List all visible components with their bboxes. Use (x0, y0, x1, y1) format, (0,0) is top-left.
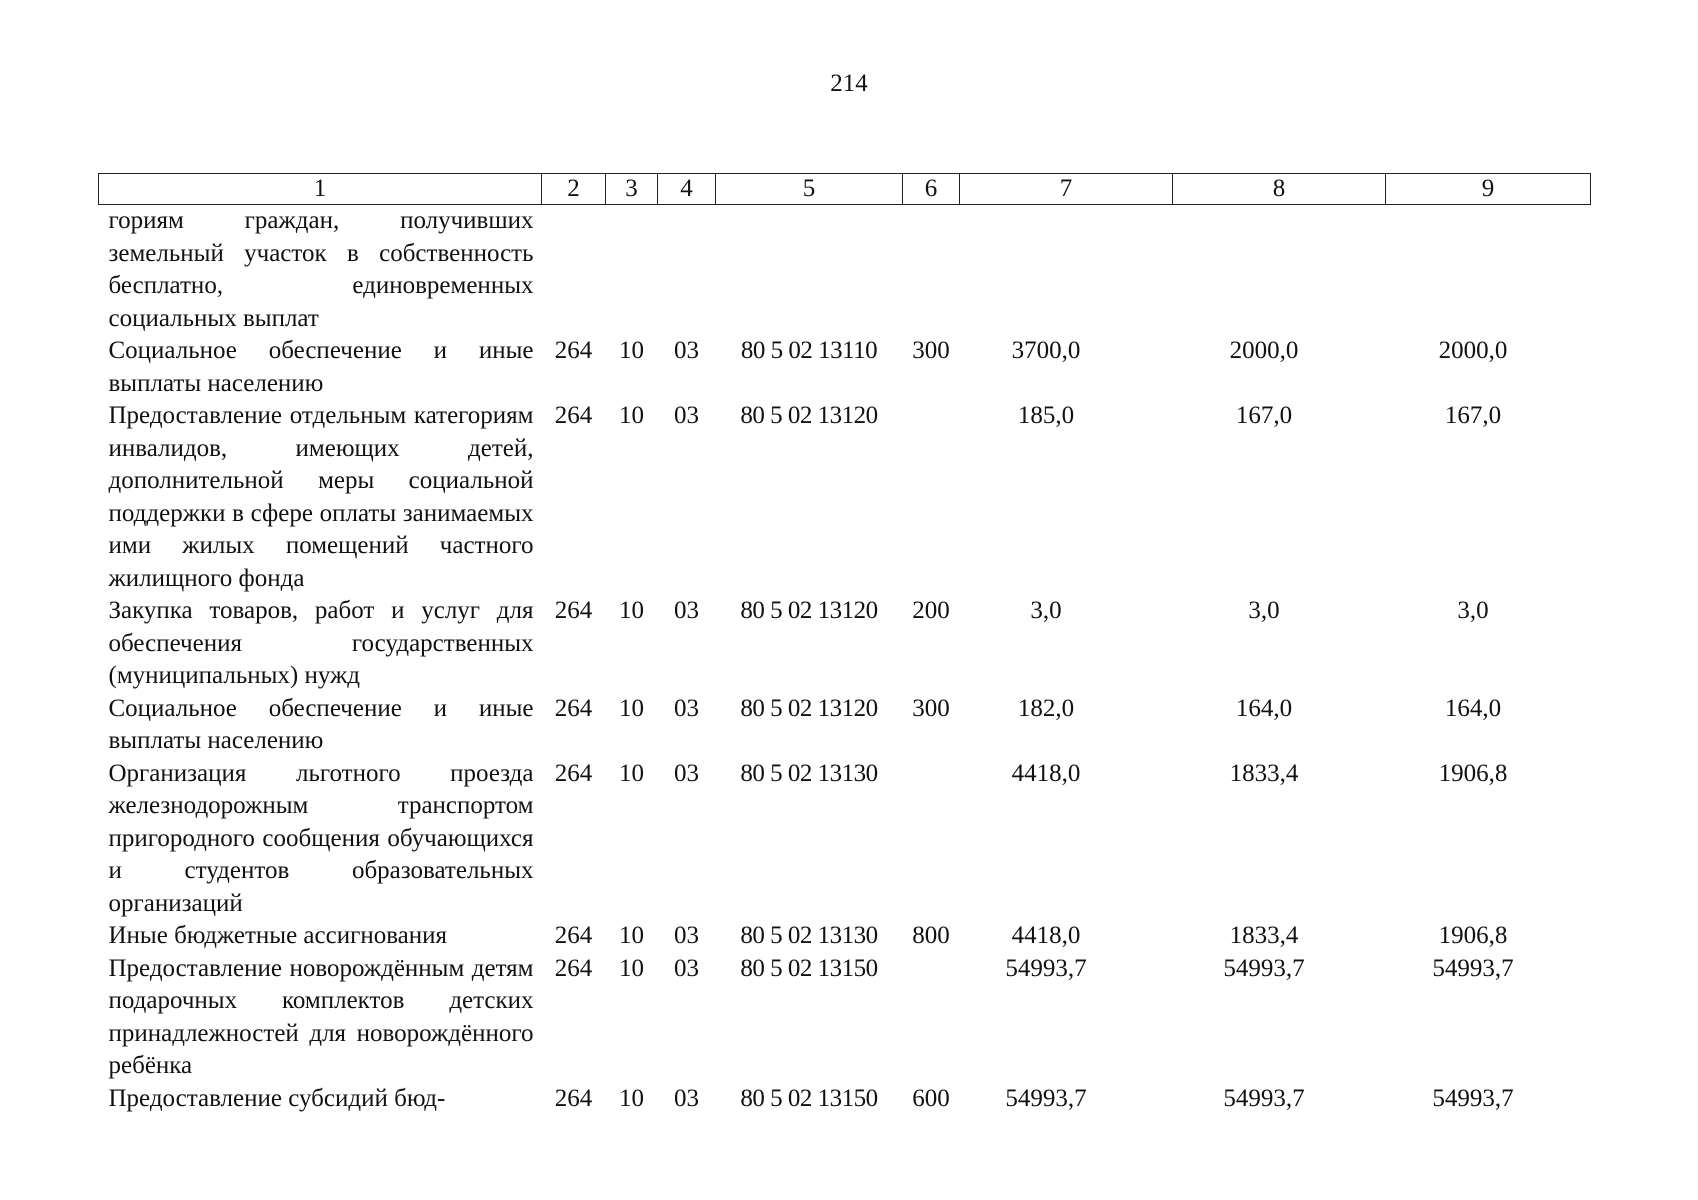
cell-col-6: 200 (912, 597, 950, 624)
header-row (99, 174, 1591, 205)
table-row (99, 400, 1591, 595)
cell-col-4 (658, 205, 716, 336)
cell-col-4: 03 (674, 597, 699, 624)
cell-col-3 (606, 205, 658, 336)
cell-value-7: 4418,0 (1011, 759, 1081, 787)
cell-col-2: 264 (554, 954, 593, 982)
cell-code: 80 5 02 13130 (740, 759, 878, 787)
cell-value-9: 167,0 (1444, 402, 1502, 429)
cell-value-7 (960, 205, 1173, 336)
column-header-7: 7 (960, 174, 1173, 205)
cell-value-8: 54993,7 (1223, 954, 1305, 982)
table-row (99, 205, 1591, 336)
column-header-6: 6 (903, 174, 960, 205)
column-header-8: 8 (1173, 174, 1386, 205)
cell-col-3: 10 (619, 759, 644, 787)
table-row (99, 758, 1591, 921)
cell-code: 80 5 02 13120 (740, 402, 878, 429)
cell-code: 80 5 02 13150 (740, 954, 878, 982)
cell-col-4: 03 (674, 922, 699, 949)
table-row (99, 693, 1591, 758)
table-header (99, 174, 1591, 205)
row-name: Организация льготного проезда железнодорожным транспортом пригородного сообщения обучающихся и студентов образовательных организаций (108, 759, 534, 917)
table-row (99, 1083, 1591, 1116)
cell-col-6 (903, 953, 960, 1083)
table-row (99, 335, 1591, 400)
cell-value-7: 182,0 (1017, 694, 1075, 722)
cell-col-4: 03 (674, 759, 699, 787)
cell-col-6 (903, 400, 960, 595)
cell-value-9: 164,0 (1444, 694, 1502, 722)
cell-col-3: 10 (619, 694, 644, 722)
cell-col-4: 03 (674, 1084, 699, 1112)
table-row (99, 920, 1591, 953)
row-name: Социальное обеспечение и иные выплаты населению (108, 694, 534, 754)
table-body (99, 205, 1591, 1116)
cell-col-6 (903, 758, 960, 921)
cell-value-7: 3,0 (1030, 597, 1062, 624)
cell-value-8: 164,0 (1235, 694, 1293, 722)
column-header-4: 4 (658, 174, 716, 205)
column-header-3: 3 (606, 174, 658, 205)
cell-value-9: 3,0 (1457, 597, 1489, 624)
column-header-9: 9 (1386, 174, 1591, 205)
cell-value-8: 1833,4 (1229, 922, 1299, 949)
table-row (99, 953, 1591, 1083)
cell-code: 80 5 02 13130 (740, 922, 878, 949)
row-name: Предоставление субсидий бюд- (108, 1084, 446, 1112)
cell-col-4: 03 (674, 694, 699, 722)
row-name: Социальное обеспечение и иные выплаты населению (108, 337, 534, 397)
cell-value-7: 54993,7 (1005, 1084, 1087, 1112)
cell-col-2: 264 (554, 759, 593, 787)
column-header-5: 5 (716, 174, 903, 205)
cell-col-4: 03 (674, 337, 699, 364)
row-name: Предоставление отдельным категориям инвалидов, имеющих детей, дополнительной меры социальной поддержки в сфере оплаты занимаемых ими жилых помещений частного жилищного фонда (108, 402, 534, 592)
cell-value-8: 1833,4 (1229, 759, 1299, 787)
cell-col-4: 03 (674, 954, 699, 982)
table-row (99, 595, 1591, 693)
row-name: Иные бюджетные ассигнования (108, 922, 448, 949)
cell-value-8: 2000,0 (1229, 337, 1299, 364)
row-name: Предоставление новорождённым детям подарочных комплектов детских принадлежностей для новорождённого ребёнка (108, 954, 534, 1079)
cell-col-3: 10 (619, 402, 644, 429)
cell-col-2: 264 (554, 337, 593, 364)
cell-col-6 (903, 205, 960, 336)
cell-value-7: 185,0 (1017, 402, 1075, 429)
cell-value-9 (1386, 205, 1591, 336)
cell-value-8: 54993,7 (1223, 1084, 1305, 1112)
cell-col-2: 264 (554, 694, 593, 722)
cell-col-2: 264 (554, 1084, 593, 1112)
cell-col-6: 800 (912, 922, 950, 949)
cell-value-8 (1173, 205, 1386, 336)
cell-value-7: 3700,0 (1011, 337, 1081, 364)
cell-value-9: 2000,0 (1438, 337, 1508, 364)
cell-col-2 (542, 205, 606, 336)
cell-value-7: 4418,0 (1011, 922, 1081, 949)
cell-col-2: 264 (554, 597, 593, 624)
cell-col-6: 300 (912, 337, 950, 364)
cell-value-9: 1906,8 (1438, 759, 1508, 787)
cell-code: 80 5 02 13120 (740, 597, 878, 624)
cell-col-4: 03 (674, 402, 699, 429)
cell-value-8: 167,0 (1235, 402, 1293, 429)
cell-code: 80 5 02 13150 (740, 1084, 878, 1112)
cell-col-3: 10 (619, 922, 644, 949)
cell-col-3: 10 (619, 954, 644, 982)
cell-value-9: 1906,8 (1438, 922, 1508, 949)
cell-code: 80 5 02 13120 (740, 694, 878, 722)
row-name: Закупка товаров, работ и услуг для обеспечения государственных (муниципальных) нужд (108, 597, 534, 689)
cell-value-8: 3,0 (1248, 597, 1280, 624)
column-header-1: 1 (99, 174, 542, 205)
cell-col-2: 264 (554, 922, 593, 949)
cell-code (716, 205, 903, 336)
cell-code: 80 5 02 13110 (740, 337, 878, 364)
column-header-2: 2 (542, 174, 606, 205)
cell-value-9: 54993,7 (1432, 954, 1514, 982)
cell-value-7: 54993,7 (1005, 954, 1087, 982)
cell-col-3: 10 (619, 1084, 644, 1112)
cell-col-2: 264 (554, 402, 593, 429)
cell-col-6: 300 (912, 694, 950, 722)
cell-value-9: 54993,7 (1432, 1084, 1514, 1112)
page-number: 214 (830, 70, 868, 97)
budget-table (98, 173, 1591, 1115)
cell-col-3: 10 (619, 337, 644, 364)
row-name: гориям граждан, получивших земельный участок в собственность бесплатно, единовременных социальных выплат (108, 207, 534, 332)
cell-col-6: 600 (912, 1084, 950, 1112)
cell-col-3: 10 (619, 597, 644, 624)
